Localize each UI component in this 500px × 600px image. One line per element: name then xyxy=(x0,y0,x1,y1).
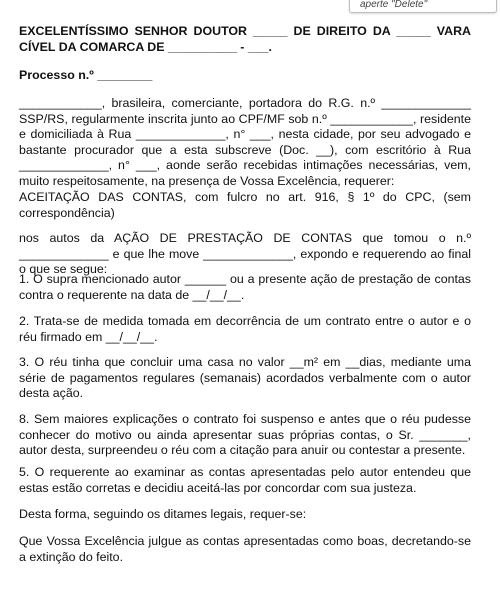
fact-item-3: 3. O réu tinha que concluir uma casa no valor __m² em __dias, mediante uma série de pagamentos regulares (semanais) acordados verbalmente com o autor desta ação. xyxy=(19,355,471,401)
case-reference-paragraph: nos autos da AÇÃO DE PRESTAÇÃO DE CONTAS que tomou o n.º _____________ e que lhe move _____________, expondo e requerendo ao final o que se segue: xyxy=(19,231,471,277)
fact-item-2: 2. Trata-se de medida tomada em decorrência de um contrato entre o autor e o réu firmado em __/__/__. xyxy=(19,314,471,344)
delete-hint-text: aperte "Delete" xyxy=(360,0,428,10)
legal-request-intro: Desta forma, seguindo os ditames legais, requer-se: xyxy=(19,507,307,521)
fact-item-5: 5. O requerente ao examinar as contas apresentadas pelo autor entendeu que estas estão corretas e decidiu aceitá-las por concordar com sua justeza. xyxy=(19,465,471,495)
fact-item-1: 1. O supra mencionado autor ______ ou a presente ação de prestação de contas contra o requerente na data de __/__/__. xyxy=(19,272,471,302)
request-title-paragraph: ACEITAÇÃO DAS CONTAS, com fulcro no art. 916, § 1º do CPC, (sem correspondência) xyxy=(19,190,471,220)
qualification-paragraph: ____________, brasileira, comerciante, portadora do R.G. n.º _____________ SSP/RS, regularmente inscrita junto ao CPF/MF sob n.º ____________, residente e domiciliada à Rua _____________, n° ___, nesta cidade, por seu advogado e bastante procurador que a esta subscreve (Doc. __), com escritório à Rua _____________, n° ___, aonde serão recebidas intimações necessárias, vem, muito respeitosamente, na presença de Vossa Excelência, requerer: xyxy=(19,96,471,188)
final-request: Que Vossa Excelência julgue as contas apresentadas como boas, decretando-se a extinção do feito. xyxy=(19,534,471,564)
process-number: Processo n.º ________ xyxy=(19,68,153,82)
fact-item-8: 8. Sem maiores explicações o contrato foi suspenso e antes que o réu pudesse conhecer do motivo ou ainda apresentar suas próprias contas, o Sr. _______, autor desta, surpreendeu o réu com a citação para anuir ou contestar a presente. xyxy=(19,412,471,458)
court-header: EXCELENTÍSSIMO SENHOR DOUTOR _____ DE DIREITO DA _____ VARA CÍVEL DA COMARCA DE __________ - ___. xyxy=(19,24,471,54)
delete-hint-box xyxy=(349,0,497,13)
